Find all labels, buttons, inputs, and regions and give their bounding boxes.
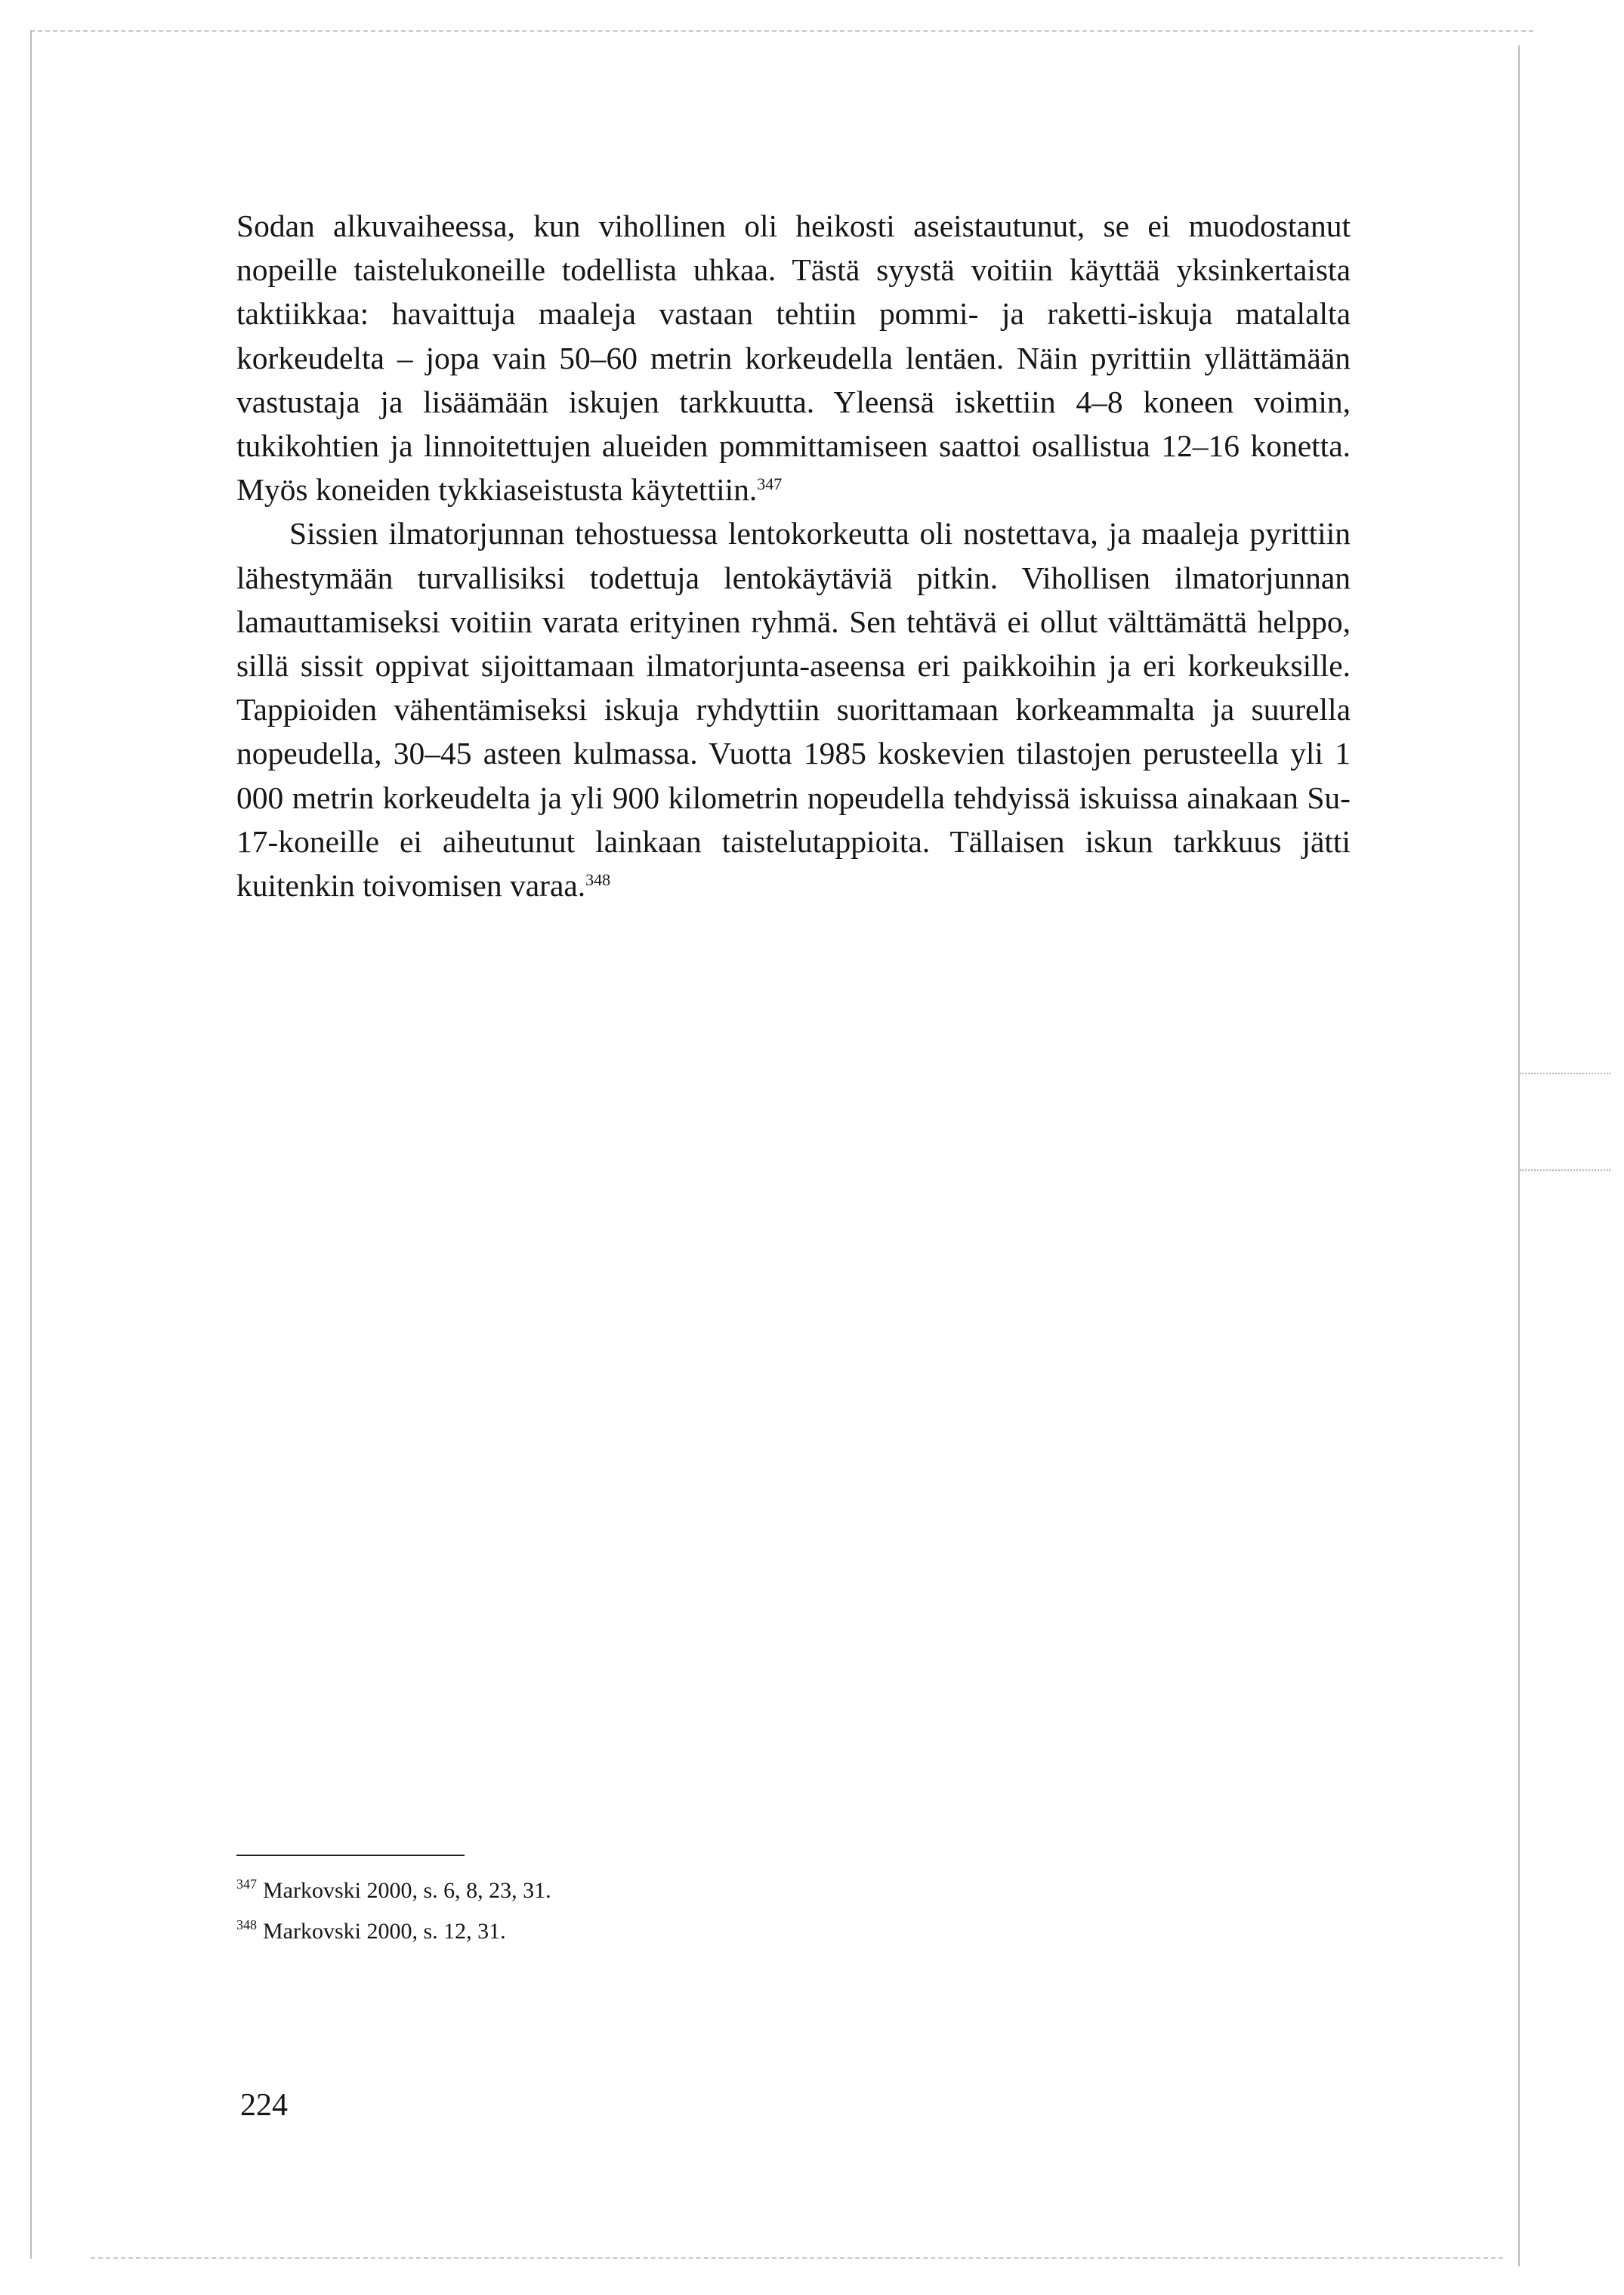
footnote-separator [236,1855,465,1856]
page-number: 224 [240,2088,288,2123]
footnote [236,1911,1143,1952]
footnote-text: Markovski 2000, s. 12, 31. [263,1919,506,1944]
footnote [236,1870,1143,1911]
scan-border-top [30,30,1533,32]
footnote-number: 348 [236,1917,257,1932]
paragraph-text: Sissien ilmatorjunnan tehostuessa lentokorkeutta oli nostettava, ja maaleja pyrittiin lähestymään turvallisiksi todettuja lentokäytäviä pitkin. Vihollisen ilmatorjunnan lamauttamiseksi voitiin varata erityinen ryhmä. Sen tehtävä ei ollut välttämättä helppo, sillä sissit oppivat sijoittamaan ilmatorjunta-aseensa eri paikkoihin ja eri korkeuksille. Tappioiden vähentämiseksi iskuja ryhdyttiin suorittamaan korkeammalta ja suurella nopeudella, 30–45 asteen kulmassa. Vuotta 1985 koskevien tilastojen perusteella yli 1 000 metrin korkeudelta ja yli 900 kilometrin nopeudella tehdyissä iskuissa ainakaan Su-17-koneille ei aiheutunut lainkaan taistelutappioita. Tällaisen iskun tarkkuus jätti kuitenkin toivomisen varaa. [236,516,1351,903]
paragraph [236,511,1351,907]
scan-mark [1520,1073,1610,1074]
footnote-number: 347 [236,1876,257,1892]
scan-border-right [1518,45,1520,2266]
footnote-reference: 347 [757,474,783,494]
footnotes [236,1870,1143,1952]
paragraph-text: Sodan alkuvaiheessa, kun vihollinen oli heikosti aseistautunut, se ei muodostanut nopeille taistelukoneille todellista uhkaa. Tästä syystä voitiin käyttää yksinkertaista taktiikkaa: havaittuja maaleja vastaan tehtiin pommi- ja raketti-iskuja matalalta korkeudelta – jopa vain 50–60 metrin korkeudella lentäen. Näin pyrittiin yllättämään vastustaja ja lisäämään iskujen tarkkuutta. Yleensä iskettiin 4–8 koneen voimin, tukikohtien ja linnoitettujen alueiden pommittamiseen saattoi osallistua 12–16 konetta. Myös koneiden tykkiaseistusta käytettiin. [236,208,1351,508]
paragraph [236,204,1351,511]
scan-border-bottom [91,2257,1503,2259]
scan-mark [1520,1169,1610,1171]
footnote-text: Markovski 2000, s. 6, 8, 23, 31. [263,1878,551,1903]
scan-border-left [30,30,32,2259]
footnote-reference: 348 [585,870,611,890]
body-text [236,204,1351,907]
